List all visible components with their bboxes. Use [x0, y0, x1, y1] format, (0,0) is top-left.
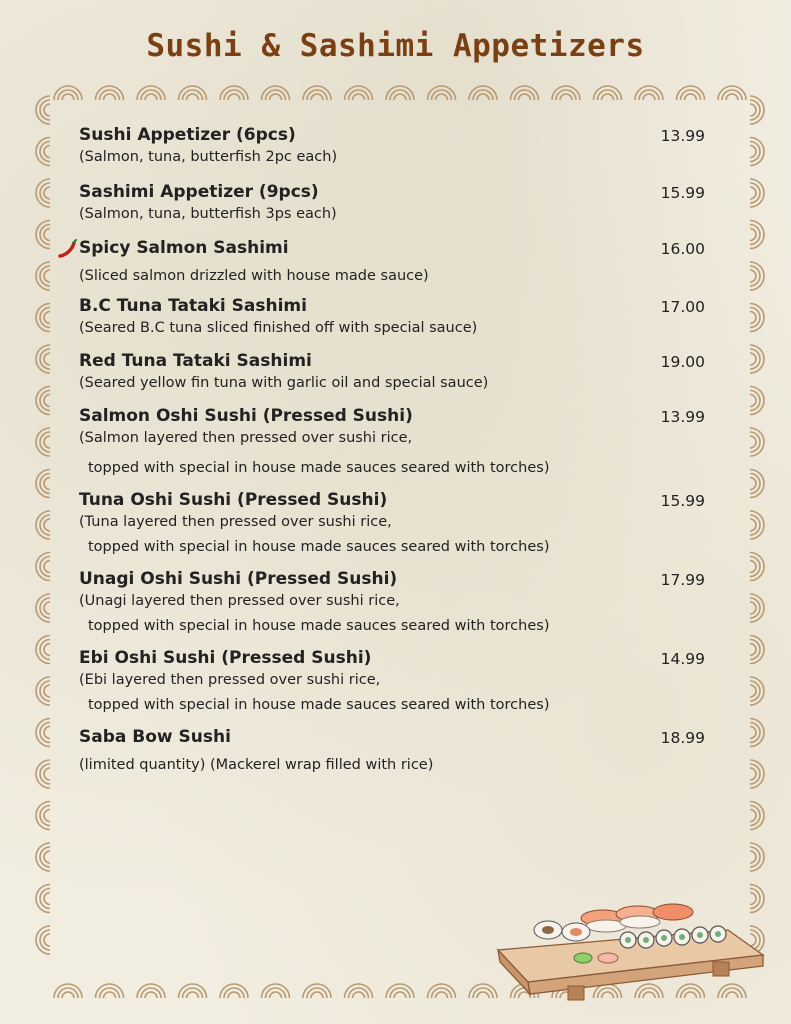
item-name: Salmon Oshi Sushi (Pressed Sushi) — [79, 406, 413, 426]
item-description: (Seared yellow fin tuna with garlic oil and special sauce) — [79, 375, 489, 391]
item-description-continued: topped with special in house made sauces seared with torches) — [88, 618, 550, 634]
item-description: (Unagi layered then pressed over sushi rice, — [79, 593, 400, 609]
item-price: 14.99 — [660, 650, 705, 668]
item-name: Tuna Oshi Sushi (Pressed Sushi) — [79, 490, 388, 510]
item-name: B.C Tuna Tataki Sashimi — [79, 296, 307, 316]
item-price: 17.99 — [660, 571, 705, 589]
item-description: (Salmon, tuna, butterfish 2pc each) — [79, 149, 338, 165]
item-description: (Ebi layered then pressed over sushi rice, — [79, 672, 381, 688]
item-name: Sashimi Appetizer (9pcs) — [79, 182, 319, 202]
item-name: Red Tuna Tataki Sashimi — [79, 351, 312, 371]
item-name: Spicy Salmon Sashimi — [79, 238, 289, 258]
item-price: 13.99 — [660, 127, 705, 145]
item-price: 13.99 — [660, 408, 705, 426]
item-name: Ebi Oshi Sushi (Pressed Sushi) — [79, 648, 372, 668]
item-description: (Salmon, tuna, butterfish 3ps each) — [79, 206, 337, 222]
item-description: (limited quantity) (Mackerel wrap filled with rice) — [79, 757, 434, 773]
item-description: (Tuna layered then pressed over sushi rice, — [79, 514, 392, 530]
item-description: (Sliced salmon drizzled with house made sauce) — [79, 268, 429, 284]
item-name: Saba Bow Sushi — [79, 727, 231, 747]
chili-pepper-icon — [58, 239, 78, 259]
item-name: Unagi Oshi Sushi (Pressed Sushi) — [79, 569, 398, 589]
item-price: 15.99 — [660, 184, 705, 202]
item-price: 16.00 — [660, 240, 705, 258]
item-description: (Seared B.C tuna sliced finished off with special sauce) — [79, 320, 478, 336]
sushi-board-illustration — [488, 900, 768, 1010]
item-price: 15.99 — [660, 492, 705, 510]
item-price: 19.00 — [660, 353, 705, 371]
item-price: 17.00 — [660, 298, 705, 316]
item-description: (Salmon layered then pressed over sushi rice, — [79, 430, 413, 446]
item-price: 18.99 — [660, 729, 705, 747]
item-description-continued: topped with special in house made sauces seared with torches) — [88, 539, 550, 555]
item-name: Sushi Appetizer (6pcs) — [79, 125, 296, 145]
page-title: Sushi & Sashimi Appetizers — [146, 28, 645, 64]
item-description-continued: topped with special in house made sauces seared with torches) — [88, 460, 550, 476]
item-description-continued: topped with special in house made sauces seared with torches) — [88, 697, 550, 713]
